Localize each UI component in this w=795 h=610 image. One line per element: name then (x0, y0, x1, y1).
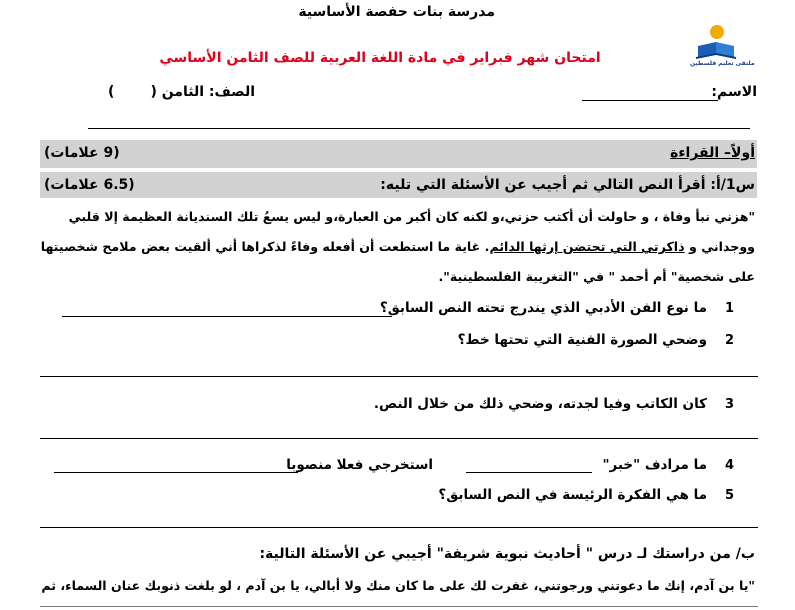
passage-underlined-image: ذاكرتي التي تحتضن إرثها الدائم (489, 239, 685, 254)
hadith-line-2-partial (40, 606, 758, 607)
passage-line-3: على شخصية" أم أحمد " في "التغريبة الفلسطينية". (438, 269, 755, 284)
passage-line-1: "هزني نبأ وفاة ، و حاولت أن أكتب حزني،و لكنه كان أكبر من العبارة،و ليس يسعُ تلك السنديانة العظيمة إلا قلبي (68, 209, 755, 224)
question-4-synonym-line[interactable] (466, 472, 592, 473)
school-name: مدرسة بنات حفصة الأساسية (298, 4, 495, 20)
hadith-line-1: "يا بن آدم، إنك ما دعوتني ورجوتني، غفرت لك على ما كان منك ولا أبالي، يا بن آدم ، لو بلغت ذنوبك عنان السماء، ثم (41, 578, 755, 593)
class-close-paren: ) (108, 84, 115, 100)
passage-line-2-end: . غاية ما استطعت أن أفعله وفاءً لذكراها أني ألقيت بعض ملامح شخصيتها (40, 239, 490, 254)
question-1-text: ما نوع الفن الأدبي الذي يندرج تحته النص السابق؟ (379, 300, 707, 316)
section-reading-marks: (9 علامات) (44, 145, 120, 161)
question-4-text: ما مرادف "خبر" (602, 457, 707, 473)
question1-marks: (6.5 علامات) (44, 177, 135, 193)
class-label: الصف: الثامن ( (150, 84, 255, 100)
passage-line-2 (41, 239, 755, 254)
question-4-text-2: استخرجي فعلا منصوبا (286, 457, 433, 473)
question-5-answer-line[interactable] (40, 527, 758, 528)
question-1-answer-line[interactable] (62, 316, 392, 317)
exam-title: امتحان شهر فبراير في مادة اللغة العربية للصف الثامن الأساسي (159, 50, 601, 66)
question-5-text: ما هي الفكرة الرئيسة في النص السابق؟ (438, 487, 707, 503)
header-separator (88, 128, 750, 129)
section-reading-band (40, 140, 757, 168)
question-1-number: 1 (725, 301, 735, 316)
question-2-answer-line[interactable] (40, 376, 758, 377)
question1-label: س1/أ: أقرأ النص التالي ثم أجيب عن الأسئلة التي تليه: (380, 177, 755, 193)
question-3-number: 3 (725, 397, 735, 412)
question-4-verb-line[interactable] (54, 472, 298, 473)
question-3-answer-line[interactable] (40, 438, 758, 439)
question-2-text: وضحي الصورة الفنية التي تحتها خط؟ (457, 332, 707, 348)
question-5-number: 5 (725, 488, 735, 503)
question-3-text: كان الكاتب وفيا لجدته، وضحي ذلك من خلال النص. (373, 396, 707, 412)
name-answer-line[interactable] (582, 100, 718, 101)
question-4-number: 4 (725, 458, 735, 473)
section-reading-title: أولاً– القراءة (670, 145, 755, 161)
name-label: الاسم: (711, 84, 757, 100)
passage-line-2-start: ووجداني و (684, 239, 755, 254)
logo-caption: ملتقى تعليم فلسطين (690, 60, 755, 67)
question-2-number: 2 (725, 333, 735, 348)
section2-intro: ب/ من دراستك لـ درس " أحاديث نبوية شريفة" أجيبي عن الأسئلة التالية: (259, 546, 755, 562)
